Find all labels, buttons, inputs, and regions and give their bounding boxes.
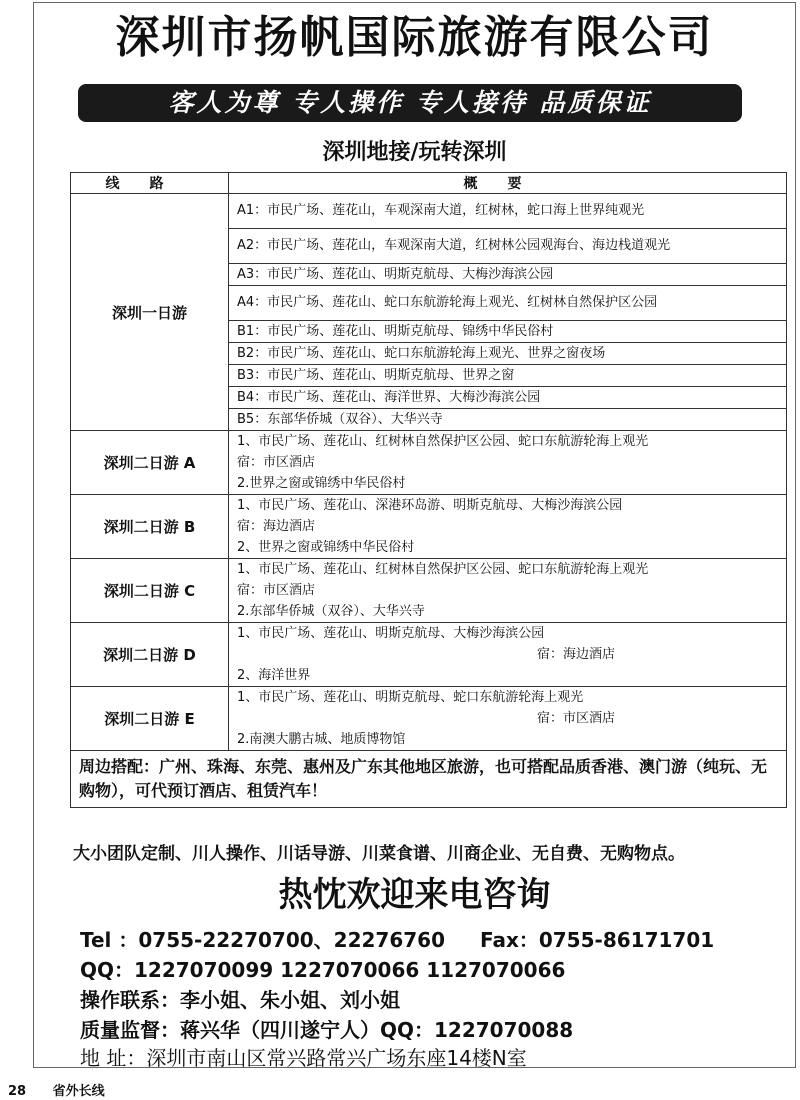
two-day-tour-c-label: 深圳二日游 C xyxy=(71,559,229,623)
two-day-tour-d-summary xyxy=(229,623,787,687)
day-two-itinerary: 2.世界之窗或锦绣中华民俗村 xyxy=(237,476,406,491)
magazine-section: 省外长线 xyxy=(52,1084,105,1099)
telephone-numbers: Tel ：0755-22270700、22276760 xyxy=(80,928,445,952)
route-b2: B2：市民广场、莲花山、蛇口东航游轮海上观光、世界之窗夜场 xyxy=(229,343,787,365)
two-day-tour-c-summary xyxy=(229,559,787,623)
route-a2: A2：市民广场、莲花山，车观深南大道，红树林公园观海台、海边栈道观光 xyxy=(229,229,787,264)
welcome-heading: 热忱欢迎来电咨询 xyxy=(278,875,551,915)
hotel-note: 宿：市区酒店 xyxy=(537,711,616,726)
phone-fax-line xyxy=(80,926,714,954)
two-day-tour-b-label: 深圳二日游 B xyxy=(71,495,229,559)
hotel-note: 宿：海边酒店 xyxy=(237,519,316,534)
route-b4: B4：市民广场、莲花山、海洋世界、大梅沙海滨公园 xyxy=(229,387,787,409)
day-two-itinerary: 2.东部华侨城（双谷）、大华兴寺 xyxy=(237,604,425,619)
table-row xyxy=(71,431,787,495)
day-two-itinerary: 2.南澳大鹏古城、地质博物馆 xyxy=(237,732,406,747)
hotel-note: 宿：海边酒店 xyxy=(537,647,616,662)
route-a3: A3：市民广场、莲花山、明斯克航母、大梅沙海滨公园 xyxy=(229,264,787,286)
one-day-tour-label: 深圳一日游 xyxy=(71,194,229,431)
hotel-note: 宿：市区酒店 xyxy=(237,583,316,598)
routes-table xyxy=(70,172,787,808)
two-day-tour-b-summary xyxy=(229,495,787,559)
table-row xyxy=(71,623,787,687)
hotel-note: 宿：市区酒店 xyxy=(237,455,316,470)
route-a1: A1：市民广场、莲花山，车观深南大道，红树林，蛇口海上世界纯观光 xyxy=(229,194,787,229)
company-address: 地 址：深圳市南山区常兴路常兴广场东座14楼N室 xyxy=(80,1046,527,1070)
operator-contacts: 操作联系：李小姐、朱小姐、刘小姐 xyxy=(80,988,400,1012)
day-one-itinerary: 1、市民广场、莲花山、红树林自然保护区公园、蛇口东航游轮海上观光 xyxy=(237,434,649,449)
day-one-itinerary: 1、市民广场、莲花山、红树林自然保护区公园、蛇口东航游轮海上观光 xyxy=(237,562,649,577)
two-day-tour-e-summary xyxy=(229,687,787,751)
header-summary: 概要 xyxy=(229,173,787,194)
table-row xyxy=(71,687,787,751)
nearby-tours-note: 周边搭配：广州、珠海、东莞、惠州及广东其他地区旅游，也可搭配品质香港、澳门游（纯玩、无购物），可代预订酒店、租赁汽车！ xyxy=(71,751,787,808)
header-route: 线路 xyxy=(71,173,229,194)
route-a4: A4：市民广场、莲花山、蛇口东航游轮海上观光、红树林自然保护区公园 xyxy=(229,286,787,321)
day-two-itinerary: 2、海洋世界 xyxy=(237,668,311,683)
service-promo: 大小团队定制、川人操作、川话导游、川菜食谱、川商企业、无自费、无购物点。 xyxy=(73,844,685,864)
day-one-itinerary: 1、市民广场、莲花山、明斯克航母、蛇口东航游轮海上观光 xyxy=(237,690,584,705)
day-one-itinerary: 1、市民广场、莲花山、明斯克航母、大梅沙海滨公园 xyxy=(237,626,545,641)
section-title: 深圳地接/玩转深圳 xyxy=(322,140,507,165)
two-day-tour-a-label: 深圳二日游 A xyxy=(71,431,229,495)
table-row xyxy=(71,495,787,559)
two-day-tour-e-label: 深圳二日游 E xyxy=(71,687,229,751)
day-one-itinerary: 1、市民广场、莲花山、深港环岛游、明斯克航母、大梅沙海滨公园 xyxy=(237,498,623,513)
page-number: 28 xyxy=(8,1084,27,1099)
slogan-banner: 客人为尊 专人操作 专人接待 品质保证 xyxy=(78,84,742,122)
table-header-row xyxy=(71,173,787,194)
quality-supervisor: 质量监督：蒋兴华（四川遂宁人）QQ：1227070088 xyxy=(80,1018,574,1042)
two-day-tour-a-summary xyxy=(229,431,787,495)
route-b3: B3：市民广场、莲花山、明斯克航母、世界之窗 xyxy=(229,365,787,387)
two-day-tour-d-label: 深圳二日游 D xyxy=(71,623,229,687)
table-row xyxy=(71,559,787,623)
company-name: 深圳市扬帆国际旅游有限公司 xyxy=(115,12,714,63)
page-footer xyxy=(8,1080,127,1099)
route-b1: B1：市民广场、莲花山、明斯克航母、锦绣中华民俗村 xyxy=(229,321,787,343)
table-row xyxy=(71,194,787,229)
qq-numbers: QQ：1227070099 1227070066 1127070066 xyxy=(80,958,566,982)
day-two-itinerary: 2、世界之窗或锦绣中华民俗村 xyxy=(237,540,415,555)
route-b5: B5：东部华侨城（双谷）、大华兴寺 xyxy=(229,409,787,431)
table-row xyxy=(71,751,787,808)
fax-number: Fax：0755-86171701 xyxy=(479,928,715,952)
